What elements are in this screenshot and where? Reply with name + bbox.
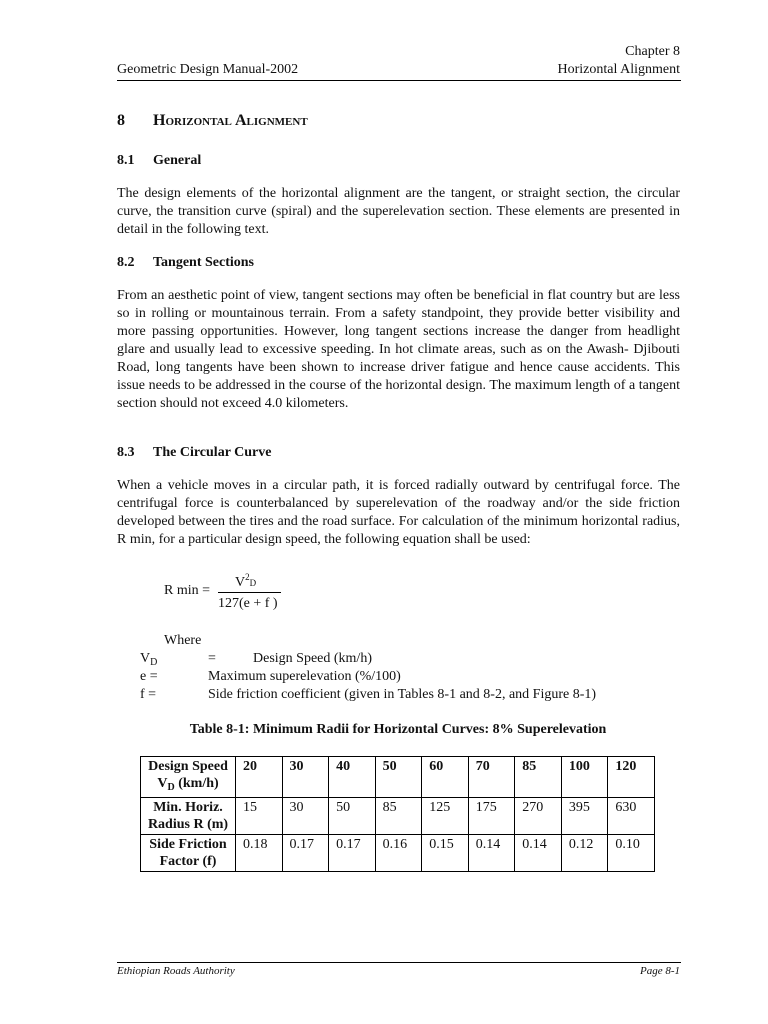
footer-rule [117,962,681,963]
table-cell: 100 [561,757,608,798]
section-8-1-paragraph: The design elements of the horizontal alignment are the tangent, or straight section, the circular curve, the transition curve (spiral) and the superelevation section. These elements are presented in detail in the following text. [117,186,680,237]
formula-numerator [235,572,256,591]
section-8-2-paragraph: From an aesthetic point of view, tangent sections may often be beneficial in flat country but are less so in rolling or mountainous terrain. From a safety standpoint, they provide better visibility and more passing opportunities. However, long tangent sections increase the danger from headlight glare and usually lead to excessive speeding. In hot climate areas, such as on the Awash- Djibouti Road, long tangents have been shown to increase driver fatigue and hence cause accidents. This issue needs to be addressed in the course of the horizontal design. The maximum length of a tangent section should not exceed 4.0 kilometers. [117,288,680,411]
header-chapter: Chapter 8 [625,44,680,59]
section-8-3-heading [117,445,271,461]
row-header-side-friction: Side Friction Factor (f) [141,835,236,872]
table-row-design-speed [141,757,655,798]
header-manual-title: Geometric Design Manual-2002 [117,62,299,77]
table-cell: 0.17 [329,835,376,872]
table-cell: 50 [329,798,376,835]
fraction-bar [218,592,281,593]
table-cell: 395 [561,798,608,835]
section-title: The Circular Curve [153,445,272,460]
section-title: General [153,153,202,168]
table-cell: 0.16 [375,835,422,872]
table-cell: 30 [282,798,329,835]
table-cell: 70 [468,757,515,798]
footer-organization: Ethiopian Roads Authority [117,965,235,977]
table-cell: 0.12 [561,835,608,872]
table-cell: 175 [468,798,515,835]
def-f-symbol: f = [140,687,157,702]
table-cell: 630 [608,798,655,835]
row-header-min-radius: Min. Horiz. Radius R (m) [141,798,236,835]
table-cell: 0.17 [282,835,329,872]
table-caption: Table 8-1: Minimum Radii for Horizontal Curves: 8% Superelevation [189,722,607,737]
row-header-design-speed: Design Speed $V_D$ (km/h) [141,757,236,798]
section-number: 8.3 [117,445,135,460]
table-cell: 85 [515,757,562,798]
section-number: 8.2 [117,255,135,270]
where-label: Where [164,633,202,648]
header-rule [117,80,681,81]
table-cell: 50 [375,757,422,798]
table-cell: 85 [375,798,422,835]
def-vd-equals: = [208,651,216,666]
min-radii-table [140,756,655,872]
chapter-title: Horizontal Alignment [153,112,308,129]
formula-subscript: D [249,578,257,588]
table-cell: 30 [282,757,329,798]
def-f-description: Side friction coefficient (given in Tables 8-1 and 8-2, and Figure 8-1) [208,687,597,702]
table-row-side-friction [141,835,655,872]
formula-v: V [235,575,246,590]
header-section-title: Horizontal Alignment [557,62,680,77]
table-cell: 60 [422,757,469,798]
formula-denominator: 127(e + f ) [218,596,278,611]
chapter-number: 8 [117,112,125,129]
section-8-2-heading [117,255,254,271]
def-vd-symbol: $V_D$ [140,651,158,668]
formula-exponent: 2 [245,572,250,582]
def-e-description: Maximum superelevation (%/100) [208,669,401,684]
table-cell: 0.10 [608,835,655,872]
table-cell: 120 [608,757,655,798]
table-cell: 125 [422,798,469,835]
table-row-min-radius [141,798,655,835]
table-cell: 0.14 [468,835,515,872]
section-8-1-heading [117,153,201,169]
section-title: Tangent Sections [153,255,255,270]
section-8-3-paragraph: When a vehicle moves in a circular path, it is forced radially outward by centrifugal force. The centrifugal force is counterbalanced by superelevation of the roadway and/or the side friction developed between the tires and the road surface. For calculation of the minimum horizontal radius, R min, for a particular design speed, the following equation shall be used: [117,478,680,547]
table-cell: 270 [515,798,562,835]
table-cell: 40 [329,757,376,798]
table-cell: 0.14 [515,835,562,872]
footer-page-number: Page 8-1 [639,965,680,977]
chapter-heading [117,112,308,130]
def-vd-description: Design Speed (km/h) [253,651,372,666]
def-e-symbol: e = [140,669,158,684]
formula-lhs: R min = [164,583,211,598]
table-cell: 20 [236,757,283,798]
section-number: 8.1 [117,153,135,168]
table-cell: 0.18 [236,835,283,872]
table-cell: 15 [236,798,283,835]
table-cell: 0.15 [422,835,469,872]
